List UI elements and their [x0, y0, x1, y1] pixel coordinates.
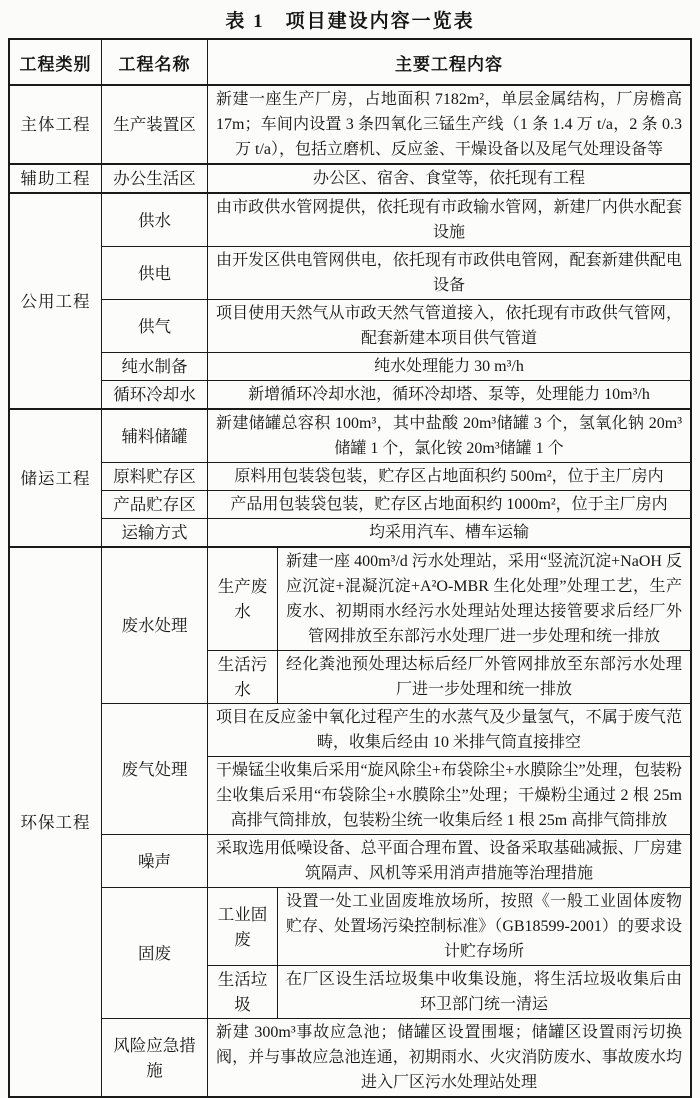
- content-row: [208, 463, 690, 490]
- row-cells: [208, 353, 690, 380]
- row-cells: [208, 86, 690, 163]
- content-cell: 经化粪池预处理达标后经厂外管网排放至东部污水处理厂进一步处理和统一排放: [286, 656, 682, 698]
- name-cell: 废水处理: [102, 548, 208, 703]
- row-cells: [208, 888, 690, 1018]
- table-row: [102, 834, 690, 887]
- name-cell: 运输方式: [102, 519, 208, 546]
- row-cells: [208, 491, 690, 518]
- category-cell: 环保工程: [10, 548, 102, 1096]
- name-cell: 产品贮存区: [102, 491, 208, 518]
- content-row: [208, 835, 690, 887]
- row-cells: [208, 835, 690, 887]
- header-cell-content: 主要工程内容: [395, 54, 503, 74]
- content-row: [208, 300, 690, 352]
- row-cells: [208, 548, 690, 703]
- content-cell: 纯水处理能力 30 m³/h: [374, 358, 524, 375]
- name-cell: 噪声: [102, 835, 208, 887]
- content-row: [208, 491, 690, 518]
- table-section: [10, 546, 690, 1096]
- name-cell: 办公生活区: [102, 165, 208, 192]
- sub-name-cell: 生活污水: [208, 651, 278, 703]
- table-row: [102, 86, 690, 163]
- header-cell-name: 工程名称: [102, 40, 208, 84]
- header-row: [10, 40, 690, 84]
- category-cell: 公用工程: [10, 194, 102, 408]
- sub-name-cell: 生活垃圾: [208, 966, 278, 1018]
- content-cell: 新建储罐总容积 100m³，其中盐酸 20m³储罐 3 个，氢氧化钠 20m³储罐 1 个，氯化铵 20m³储罐 1 个: [216, 415, 682, 457]
- content-row: [208, 1019, 690, 1096]
- content-cell: 由市政供水管网提供，依托现有市政输水管网，新建厂内供水配套设施: [216, 199, 682, 241]
- table-row: [102, 462, 690, 490]
- content-row: [208, 353, 690, 380]
- content-cell: 产品用包装袋包装，贮存区占地面积约 1000m²，位于主厂房内: [230, 496, 668, 513]
- table-row: [102, 490, 690, 518]
- content-row: [208, 410, 690, 462]
- content-row: [208, 519, 690, 546]
- table-row: [102, 246, 690, 299]
- table-section: [10, 84, 690, 163]
- content-row: [208, 247, 690, 299]
- name-cell: 废气处理: [102, 704, 208, 834]
- table-section: [10, 408, 690, 546]
- table-row: [102, 518, 690, 546]
- name-cell: 辅料储罐: [102, 410, 208, 462]
- content-cell: 采取选用低噪设备、总平面合理布置、设备采取基础减振、厂房建筑隔声、风机等采用消声措施等治理措施: [216, 840, 682, 882]
- row-cells: [208, 463, 690, 490]
- row-cells: [208, 165, 690, 192]
- table-row: [102, 410, 690, 462]
- category-cell: 储运工程: [10, 410, 102, 546]
- content-row: [208, 381, 690, 408]
- content-row: [208, 650, 690, 703]
- table-row: [102, 165, 690, 192]
- content-row: [208, 548, 690, 650]
- name-cell: 供气: [102, 300, 208, 352]
- table-row: [102, 548, 690, 703]
- table-row: [102, 1018, 690, 1096]
- row-cells: [208, 704, 690, 834]
- content-cell: 办公区、宿舍、食堂等，依托现有工程: [312, 170, 585, 187]
- row-cells: [208, 410, 690, 462]
- table-section: [10, 192, 690, 408]
- content-cell: 干燥锰尘收集后采用“旋风除尘+布袋除尘+水膜除尘”处理，包装粉尘收集后采用“布袋除尘+水膜除尘”处理；干燥粉尘通过 2 根 25m 高排气筒排放，包装粉尘统一收集后经 1 根 25m 高排气筒排放: [216, 762, 682, 829]
- table-sections: [10, 84, 690, 1096]
- name-cell: 固废: [102, 888, 208, 1018]
- sub-name-cell: 工业固废: [208, 888, 278, 965]
- table-row: [102, 887, 690, 1018]
- content-row: [208, 165, 690, 192]
- content-cell: 新建一座 400m³/d 污水处理站，采用“竖流沉淀+NaOH 反应沉淀+混凝沉淀+A²O-MBR 生化处理”处理工艺，生产废水、初期雨水经污水处理站处理达接管要求后经厂外管网排放至东部污水处理厂进一步处理和统一排放: [286, 553, 682, 645]
- table-title: 表 1 项目建设内容一览表: [225, 11, 475, 32]
- category-cell: 主体工程: [10, 86, 102, 163]
- content-cell: 均采用汽车、槽车运输: [368, 524, 529, 541]
- content-row: [208, 888, 690, 965]
- content-cell: 新建一座生产厂房，占地面积 7182m²，单层金属结构，厂房檐高 17m；车间内设置 3 条四氧化三锰生产线（1 条 1.4 万 t/a，2 条 0.3 万 t/a），包括立磨机、反应釜、干燥设备以及尾气处理设备等: [216, 91, 682, 158]
- sub-name-cell: 生产废水: [208, 548, 278, 650]
- category-cell: 辅助工程: [10, 165, 102, 192]
- row-cells: [208, 381, 690, 408]
- content-cell: 项目使用天然气从市政天然气管道接入，依托现有市政供气管网，配套新建本项目供气管道: [216, 305, 682, 347]
- content-row: [208, 704, 690, 756]
- section-rows: [102, 548, 690, 1096]
- row-cells: [208, 194, 690, 246]
- content-row: [208, 194, 690, 246]
- content-row: [208, 965, 690, 1018]
- content-cell: 由开发区供电管网供电，依托现有市政供电管网，配套新建供配电设备: [216, 252, 682, 294]
- name-cell: 风险应急措施: [102, 1019, 208, 1096]
- content-cell: 新增循环冷却水池，循环冷却塔、泵等，处理能力 10m³/h: [248, 386, 650, 403]
- content-cell: 在厂区设生活垃圾集中收集设施，将生活垃圾收集后由环卫部门统一清运: [286, 971, 682, 1013]
- content-cell: 设置一处工业固废堆放场所，按照《一般工业固体废物贮存、处置场污染控制标准》（GB18599-2001）的要求设计贮存场所: [286, 893, 682, 960]
- section-rows: [102, 86, 690, 163]
- table-row: [102, 352, 690, 380]
- content-row: [208, 86, 690, 163]
- content-row: [208, 756, 690, 834]
- name-cell: 供水: [102, 194, 208, 246]
- row-cells: [208, 1019, 690, 1096]
- name-cell: 供电: [102, 247, 208, 299]
- project-contents-table: [8, 38, 692, 1098]
- table-section: [10, 163, 690, 192]
- content-cell: 原料用包装袋包装，贮存区占地面积约 500m²，位于主厂房内: [234, 468, 664, 485]
- table-row: [102, 299, 690, 352]
- name-cell: 纯水制备: [102, 353, 208, 380]
- name-cell: 原料贮存区: [102, 463, 208, 490]
- row-cells: [208, 519, 690, 546]
- name-cell: 生产装置区: [102, 86, 208, 163]
- name-cell: 循环冷却水: [102, 381, 208, 408]
- content-cell: 新建 300m³事故应急池；储罐区设置围堰；储罐区设置雨污切换阀，并与事故应急池连通，初期雨水、火灾消防废水、事故废水均进入厂区污水处理站处理: [216, 1024, 682, 1091]
- section-rows: [102, 410, 690, 546]
- row-cells: [208, 247, 690, 299]
- content-cell: 项目在反应釜中氧化过程产生的水蒸气及少量氢气，不属于废气范畴，收集后经由 10 米排气筒直接排空: [216, 709, 682, 751]
- table-row: [102, 380, 690, 408]
- table-row: [102, 703, 690, 834]
- header-cell-category: 工程类别: [10, 40, 102, 84]
- row-cells: [208, 300, 690, 352]
- section-rows: [102, 165, 690, 192]
- section-rows: [102, 194, 690, 408]
- table-row: [102, 194, 690, 246]
